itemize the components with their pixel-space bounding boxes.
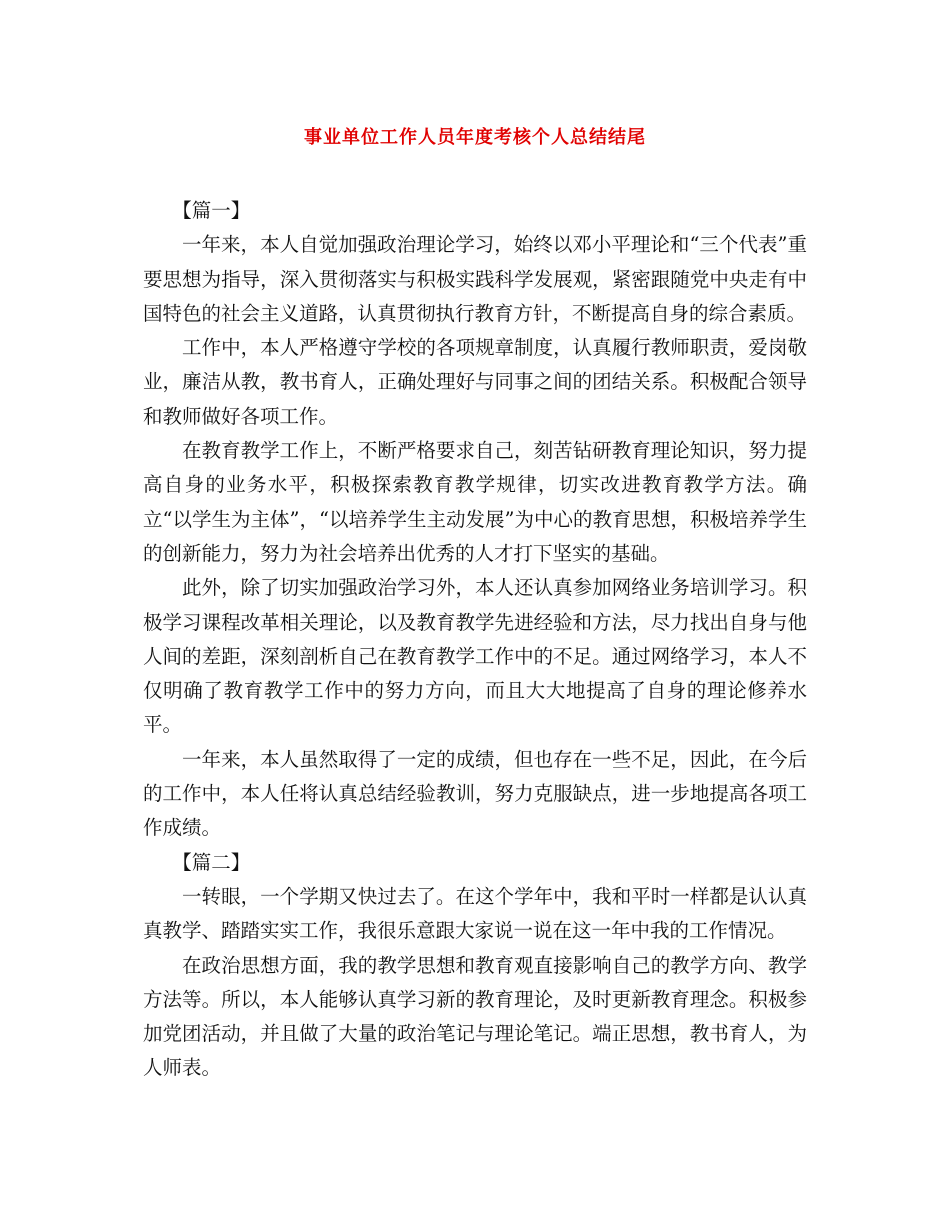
document-title: 事业单位工作人员年度考核个人总结结尾 — [304, 127, 646, 148]
paragraph: 一年来，本人虽然取得了一定的成绩，但也存在一些不足，因此，在今后的工作中，本人任将认真总结经验教训，努力克服缺点，进一步地提高各项工作成绩。 — [143, 747, 807, 840]
section-heading-2: 【篇二】 — [172, 850, 251, 874]
paragraph: 在政治思想方面，我的教学思想和教育观直接影响自己的教学方向、教学方法等。所以，本人能够认真学习新的教育理论，及时更新教育理念。积极参加党团活动，并且做了大量的政治笔记与理论笔记。端正思想，教书育人，为人师表。 — [143, 953, 807, 1080]
paragraph: 一转眼，一个学期又快过去了。在这个学年中，我和平时一样都是认认真真教学、踏踏实实工作，我很乐意跟大家说一说在这一年中我的工作情况。 — [143, 884, 807, 943]
paragraph: 此外，除了切实加强政治学习外，本人还认真参加网络业务培训学习。积极学习课程改革相关理论，以及教育教学先进经验和方法，尽力找出自身与他人间的差距，深刻剖析自己在教育教学工作中的不足。通过网络学习，本人不仅明确了教育教学工作中的努力方向，而且大大地提高了自身的理论修养水平。 — [143, 576, 807, 737]
document-body — [143, 194, 807, 1086]
section-heading-1: 【篇一】 — [172, 199, 251, 222]
paragraph: 工作中，本人严格遵守学校的各项规章制度，认真履行教师职责，爱岗敬业，廉洁从教，教书育人，正确处理好与同事之间的团结关系。积极配合领导和教师做好各项工作。 — [143, 336, 807, 428]
paragraph: 在教育教学工作上，不断严格要求自己，刻苦钻研教育理论知识，努力提高自身的业务水平，积极探索教育教学规律，切实改进教育教学方法。确立“以学生为主体”，“以培养学生主动发展”为中心的教育思想，积极培养学生的创新能力，努力为社会培养出优秀的人才打下坚实的基础。 — [143, 439, 807, 565]
paragraph: 一年来，本人自觉加强政治理论学习，始终以邓小平理论和“三个代表”重要思想为指导，深入贯彻落实与积极实践科学发展观，紧密跟随党中央走有中国特色的社会主义道路，认真贯彻执行教育方针，不断提高自身的综合素质。 — [143, 233, 807, 325]
